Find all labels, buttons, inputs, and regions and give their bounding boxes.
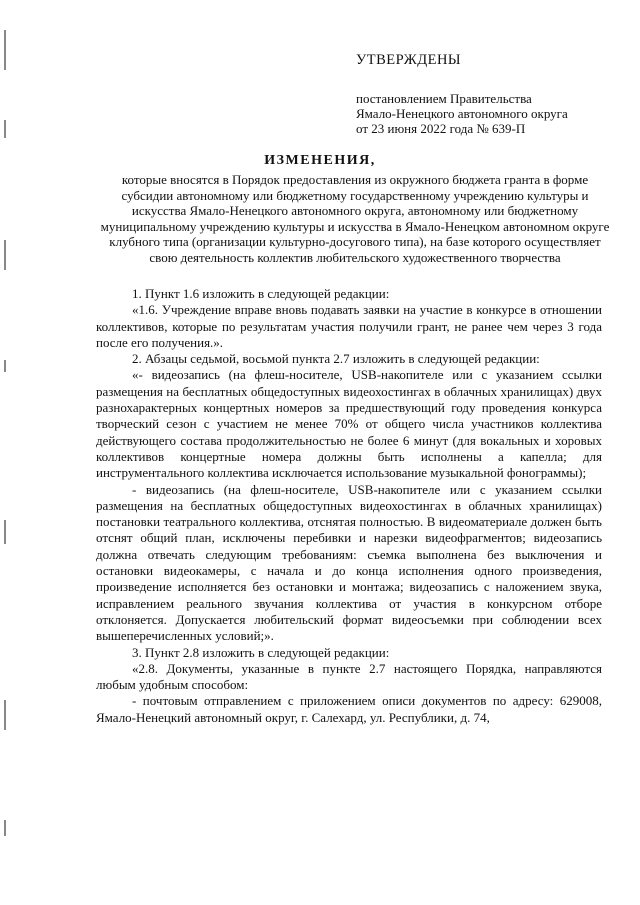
- paragraph: - почтовым отправлением с приложением описи документов по адресу: 629008, Ямало-Ненецкий автономный округ, г. Салехард, ул. Республики, д. 74,: [96, 693, 602, 725]
- approval-line: постановлением Правительства: [356, 91, 532, 106]
- scan-margin-marks: [4, 0, 7, 905]
- paragraph: «1.6. Учреждение вправе вновь подавать заявки на участие в конкурсе в отношении коллективов, которые по результатам участия получили грант, не ранее чем через 3 года после его получения.».: [96, 302, 602, 350]
- paragraph: 3. Пункт 2.8 изложить в следующей редакции:: [132, 644, 390, 660]
- approval-line: от 23 июня 2022 года № 639-П: [356, 121, 526, 136]
- paragraph: «2.8. Документы, указанные в пункте 2.7 настоящего Порядка, направляются любым удобным способом:: [96, 660, 602, 693]
- paragraph: 2. Абзацы седьмой, восьмой пункта 2.7 изложить в следующей редакции:: [132, 351, 540, 367]
- approval-block: [356, 52, 616, 136]
- approval-heading: УТВЕРЖДЕНЫ: [356, 52, 462, 68]
- paragraph: «- видеозапись (на флеш-носителе, USB-накопителе или с указанием ссылки размещения на бесплатных общедоступных видеохостингах в облачных хранилищах) двух разнохарактерных концертных номеров за предшествующий году проведения конкурса творческий сезон с участием не менее 70% от общего числа участников коллектива действующего состава продолжительностью не более 6 минут (для вокальных и хоровых коллективов концертные номера должны быть исполнены а капелла; для инструментального коллектива исключается использование музыкальной фонограммы);: [96, 367, 602, 481]
- paragraph: 1. Пункт 1.6 изложить в следующей редакции:: [132, 286, 390, 301]
- paragraph: - видеозапись (на флеш-носителе, USB-накопителе или с указанием ссылки размещения на бесплатных общедоступных видеохостингах в облачных хранилищах) постановки театрального коллектива, отснятая полностью. В видеоматериале должен быть отснят общий план, исключены перебивки и нарезки видеофрагментов; видеозапись должна отвечать следующим требованиям: съемка выполнена без выключения и остановки видеокамеры, с начала и до конца исполнения одного произведения, произведение исполняется без остановки и монтажа; видеозапись с наложением звука, исправлением реального звучания коллектива от участия в конкурсном отборе отклоняется. Допускается любительский формат видеосъемки при соблюдении всех вышеперечисленных условий;».: [96, 481, 602, 644]
- approval-line: Ямало-Ненецкого автономного округа: [356, 106, 568, 121]
- document-title: ИЗМЕНЕНИЯ,: [264, 153, 376, 168]
- document-body: [96, 286, 602, 726]
- document-subtitle: которые вносятся в Порядок предоставления из окружного бюджета гранта в форме субсидии автономному или бюджетному государственному учреждению культуры и искусства Ямало-Ненецкого автономного округа, автономному или бюджетному муниципальному учреждению культуры и искусства в Ямало-Ненецком автономном округе клубного типа (организации культурно-досугового типа), на базе которого осуществляет свою деятельность коллектив любительского художественного творчества: [100, 172, 610, 265]
